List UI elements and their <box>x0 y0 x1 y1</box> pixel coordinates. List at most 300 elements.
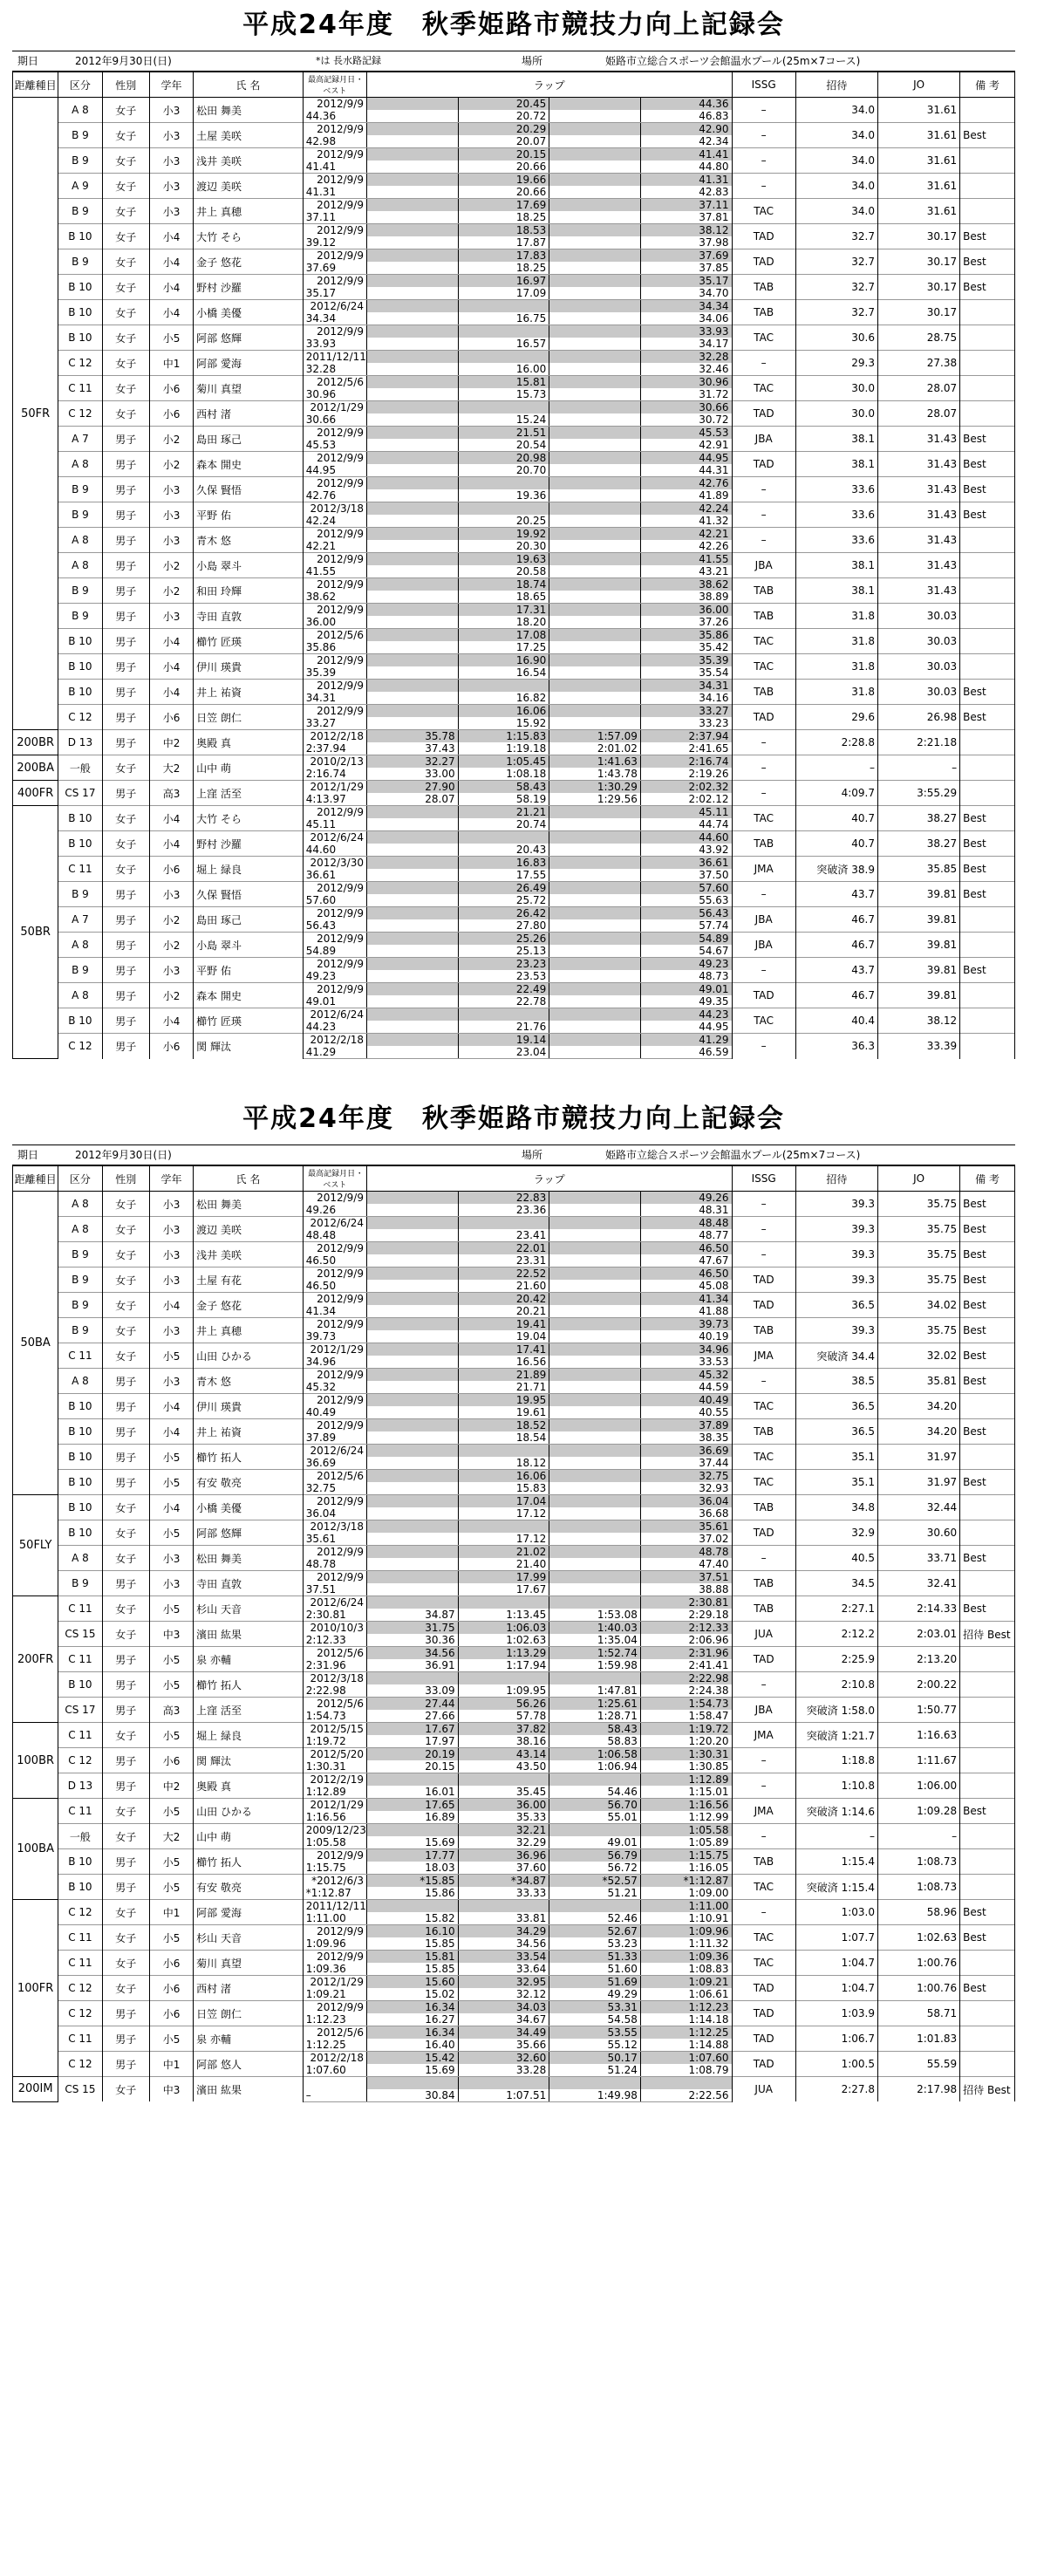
jo-standard: 26.98 <box>877 705 959 730</box>
swimmer-category: B 9 <box>58 578 102 604</box>
best-time: 35.61 <box>303 1533 366 1546</box>
lap-time: 2:24.38 <box>640 1684 732 1698</box>
swimmer-category: A 8 <box>58 1217 102 1242</box>
swimmer-grade: 小3 <box>149 882 193 907</box>
lap-time: 44.60 <box>640 831 732 844</box>
lap-cell <box>366 1381 458 1394</box>
record-row <box>13 427 1015 440</box>
lap-cell <box>366 452 458 465</box>
swimmer-grade: 中3 <box>149 1622 193 1647</box>
lap-cell <box>549 224 641 237</box>
jo-standard: 2:14.33 <box>877 1596 959 1622</box>
lap-time: 33.09 <box>366 1684 458 1698</box>
place-label: 場所 <box>522 55 543 67</box>
swimmer-sex: 女子 <box>102 1546 149 1571</box>
swimmer-sex: 男子 <box>102 2052 149 2077</box>
lap-time: 34.06 <box>640 312 732 325</box>
record-row <box>13 1242 1015 1255</box>
record-row <box>13 553 1015 566</box>
swimmer-grade: 小4 <box>149 1293 193 1318</box>
swimmer-category: A 8 <box>58 1192 102 1217</box>
invitation-standard: 1:15.4 <box>795 1849 877 1875</box>
lap-cell <box>549 1546 641 1559</box>
meet-date: 2012年9月30日(日) <box>75 55 172 67</box>
remarks <box>960 351 1015 376</box>
lap-cell <box>366 1280 458 1293</box>
swimmer-category: A 7 <box>58 427 102 452</box>
lap-time: 17.99 <box>458 1571 549 1584</box>
lap-cell <box>366 515 458 528</box>
lap-time: 51.24 <box>549 2064 641 2077</box>
jo-standard: 1:50.77 <box>877 1698 959 1723</box>
lap-time <box>549 1900 641 1913</box>
swimmer-grade: 小2 <box>149 933 193 958</box>
swimmer-name: 松田 舞美 <box>194 1546 304 1571</box>
best-date: 2012/9/9 <box>303 1293 366 1306</box>
lap-time: 58.43 <box>458 781 549 794</box>
lap-cell <box>366 1583 458 1596</box>
lap-cell <box>549 705 641 718</box>
swimmer-category: C 12 <box>58 1034 102 1059</box>
lap-cell <box>549 1394 641 1407</box>
lap-time: 41.31 <box>640 174 732 187</box>
jo-standard: 31.61 <box>877 123 959 148</box>
swimmer-name: 濱田 紘果 <box>194 2077 304 2102</box>
swimmer-category: C 12 <box>58 351 102 376</box>
lap-time: 15.69 <box>366 2064 458 2077</box>
lap-cell <box>366 1431 458 1445</box>
issg-code: TAC <box>732 1951 795 1976</box>
record-row <box>13 325 1015 338</box>
best-date: 2012/3/18 <box>303 1520 366 1534</box>
best-time: 1:15.75 <box>303 1862 366 1875</box>
lap-time: 20.66 <box>458 186 549 199</box>
best-time: *1:12.87 <box>303 1887 366 1900</box>
best-time: 57.60 <box>303 894 366 907</box>
lap-cell <box>549 933 641 946</box>
swimmer-sex: 女子 <box>102 351 149 376</box>
issg-code: – <box>732 1369 795 1394</box>
best-date: 2012/9/9 <box>303 1318 366 1331</box>
record-row <box>13 174 1015 187</box>
lap-time: 56.79 <box>549 1849 641 1862</box>
lap-time: 33.27 <box>640 705 732 718</box>
swimmer-name: 櫛竹 拓人 <box>194 1849 304 1875</box>
swimmer-category: B 10 <box>58 1008 102 1034</box>
swimmer-grade: 小5 <box>149 1925 193 1951</box>
lap-time: 17.09 <box>458 287 549 300</box>
jo-standard: – <box>877 755 959 781</box>
lap-cell <box>366 401 458 414</box>
issg-code: JUA <box>732 1622 795 1647</box>
invitation-standard: 40.7 <box>795 806 877 831</box>
header-row <box>13 72 1015 98</box>
jo-standard: 32.41 <box>877 1571 959 1596</box>
lap-time: 43.92 <box>640 844 732 857</box>
lap-time: 1:08.83 <box>640 1963 732 1976</box>
lap-time: 16.40 <box>366 2039 458 2052</box>
swimmer-category: B 9 <box>58 882 102 907</box>
lap-time: 34.29 <box>458 1925 549 1938</box>
remarks <box>960 730 1015 755</box>
jo-standard: 35.75 <box>877 1318 959 1343</box>
lap-time: 31.72 <box>640 388 732 401</box>
lap-cell <box>549 1008 641 1022</box>
lap-cell <box>549 919 641 933</box>
swimmer-sex: 男子 <box>102 882 149 907</box>
record-row <box>13 1799 1015 1812</box>
lap-time: 26.49 <box>458 882 549 895</box>
lap-cell <box>366 1318 458 1331</box>
lap-time <box>458 401 549 414</box>
lap-time: 18.25 <box>458 211 549 224</box>
issg-code: – <box>732 174 795 199</box>
best-date: 2012/5/6 <box>303 1470 366 1483</box>
lap-time: 50.17 <box>549 2052 641 2065</box>
lap-time: 43.50 <box>458 1760 549 1773</box>
best-time: 39.12 <box>303 236 366 249</box>
jo-standard: 31.43 <box>877 502 959 528</box>
issg-code: – <box>732 958 795 983</box>
remarks <box>960 98 1015 123</box>
lap-cell <box>366 1204 458 1217</box>
swimmer-sex: 男子 <box>102 654 149 680</box>
invitation-standard: 46.7 <box>795 983 877 1008</box>
swimmer-category: B 9 <box>58 1318 102 1343</box>
lap-time: 17.55 <box>458 869 549 882</box>
swimmer-name: 井上 祐資 <box>194 1419 304 1445</box>
lap-time: 21.51 <box>458 427 549 440</box>
lap-cell <box>366 287 458 300</box>
swimmer-name: 久保 賢悟 <box>194 477 304 502</box>
lap-time: 19.63 <box>458 553 549 566</box>
best-date: 2012/1/29 <box>303 1799 366 1812</box>
lap-cell <box>549 591 641 604</box>
lap-time: 27.66 <box>366 1710 458 1723</box>
lap-cell <box>366 553 458 566</box>
swimmer-grade: 中1 <box>149 1900 193 1925</box>
best-date: 2012/6/24 <box>303 1217 366 1230</box>
lap-cell <box>549 1431 641 1445</box>
best-date: 2012/1/29 <box>303 781 366 794</box>
invitation-standard: 33.6 <box>795 502 877 528</box>
lap-time: 56.43 <box>640 907 732 920</box>
swimmer-sex: 男子 <box>102 730 149 755</box>
swimmer-grade: 小4 <box>149 1008 193 1034</box>
lap-time: 1:30.31 <box>640 1748 732 1761</box>
remarks <box>960 376 1015 401</box>
lap-time: 2:16.74 <box>640 755 732 769</box>
record-sheet <box>12 1094 1015 2102</box>
lap-time: 41.41 <box>640 148 732 161</box>
best-date: 2012/6/24 <box>303 831 366 844</box>
swimmer-name: 阿部 悠輝 <box>194 1520 304 1546</box>
swimmer-category: C 11 <box>58 1596 102 1622</box>
swimmer-grade: 小6 <box>149 1034 193 1059</box>
jo-standard: 35.75 <box>877 1268 959 1293</box>
invitation-standard: 2:25.9 <box>795 1647 877 1672</box>
swimmer-grade: 小2 <box>149 907 193 933</box>
lap-time: 27.90 <box>366 781 458 794</box>
jo-standard: 2:03.01 <box>877 1622 959 1647</box>
jo-standard: 27.38 <box>877 351 959 376</box>
swimmer-grade: 中2 <box>149 1773 193 1799</box>
lap-time: 49.26 <box>640 1192 732 1205</box>
best-time: 44.95 <box>303 464 366 477</box>
record-row <box>13 1647 1015 1660</box>
lap-cell <box>366 110 458 123</box>
swimmer-category: D 13 <box>58 1773 102 1799</box>
issg-code: TAD <box>732 249 795 275</box>
swimmer-name: 小橋 美優 <box>194 1495 304 1520</box>
swimmer-name: 山田 ひかる <box>194 1343 304 1369</box>
lap-cell <box>549 1533 641 1546</box>
lap-time: 16.97 <box>458 275 549 288</box>
swimmer-sex: 女子 <box>102 2077 149 2102</box>
lap-cell <box>549 262 641 275</box>
best-time: 35.86 <box>303 641 366 654</box>
lap-time: 34.56 <box>458 1937 549 1951</box>
remarks: Best <box>960 249 1015 275</box>
lap-cell <box>549 1406 641 1419</box>
lap-cell <box>549 464 641 477</box>
records-table <box>12 1165 1015 2102</box>
lap-time: 46.50 <box>640 1242 732 1255</box>
swimmer-grade: 小2 <box>149 553 193 578</box>
meet-place: 姫路市立総合スポーツ会館温水プール(25m×7コース) <box>605 55 861 67</box>
lap-time: 16.82 <box>458 692 549 705</box>
lap-cell <box>366 983 458 996</box>
swimmer-category: B 10 <box>58 224 102 249</box>
lap-cell <box>549 515 641 528</box>
swimmer-name: 櫛竹 匠瑛 <box>194 629 304 654</box>
swimmer-grade: 小4 <box>149 1495 193 1520</box>
best-date <box>303 2077 366 2089</box>
lap-time: 38.62 <box>640 578 732 591</box>
event-name: 100FR <box>13 1900 58 2077</box>
record-row <box>13 199 1015 212</box>
swimmer-grade: 小5 <box>149 1647 193 1672</box>
best-time: 46.50 <box>303 1280 366 1293</box>
best-time: 49.01 <box>303 995 366 1008</box>
lap-time: 44.31 <box>640 464 732 477</box>
issg-code: JMA <box>732 1799 795 1824</box>
lap-time: 25.72 <box>458 894 549 907</box>
jo-standard: 31.43 <box>877 578 959 604</box>
column-header: 学年 <box>149 1166 193 1192</box>
jo-standard: 31.43 <box>877 452 959 477</box>
jo-standard: 34.20 <box>877 1394 959 1419</box>
lap-time: 1:15.01 <box>640 1786 732 1799</box>
jo-standard: 30.17 <box>877 224 959 249</box>
best-time: 39.73 <box>303 1330 366 1343</box>
swimmer-sex: 男子 <box>102 1773 149 1799</box>
event-name: 100BR <box>13 1723 58 1799</box>
lap-cell <box>366 439 458 452</box>
record-row <box>13 1520 1015 1534</box>
lap-cell <box>366 464 458 477</box>
swimmer-grade: 小3 <box>149 1546 193 1571</box>
lap-cell <box>549 958 641 971</box>
record-row <box>13 1976 1015 1989</box>
lap-time: 20.07 <box>458 135 549 148</box>
lap-cell <box>366 388 458 401</box>
lap-time: 34.17 <box>640 338 732 351</box>
lap-cell <box>366 1343 458 1356</box>
issg-code: TAD <box>732 2052 795 2077</box>
lap-cell <box>366 1034 458 1047</box>
best-time: – <box>303 2089 366 2102</box>
swimmer-grade: 小4 <box>149 654 193 680</box>
swimmer-sex: 女子 <box>102 1242 149 1268</box>
issg-code: – <box>732 148 795 174</box>
lap-time: *34.87 <box>458 1875 549 1888</box>
best-date: 2012/5/15 <box>303 1723 366 1736</box>
swimmer-sex: 女子 <box>102 1799 149 1824</box>
remarks <box>960 300 1015 325</box>
record-row <box>13 1192 1015 1205</box>
remarks: Best <box>960 1470 1015 1495</box>
lap-time: 25.13 <box>458 945 549 958</box>
swimmer-category: B 10 <box>58 1419 102 1445</box>
lap-cell <box>549 692 641 705</box>
issg-code: TAB <box>732 300 795 325</box>
swimmer-grade: 小5 <box>149 2026 193 2052</box>
swimmer-grade: 小4 <box>149 806 193 831</box>
lap-time: 57.60 <box>640 882 732 895</box>
remarks <box>960 1698 1015 1723</box>
best-date: 2012/9/9 <box>303 2001 366 2014</box>
record-row <box>13 401 1015 414</box>
issg-code: TAD <box>732 224 795 249</box>
swimmer-grade: 中1 <box>149 2052 193 2077</box>
lap-time: 20.30 <box>458 540 549 553</box>
lap-time: 35.17 <box>640 275 732 288</box>
jo-standard: 31.97 <box>877 1470 959 1495</box>
lap-time: 35.78 <box>366 730 458 743</box>
swimmer-name: 井上 祐資 <box>194 680 304 705</box>
lap-time: 32.29 <box>458 1836 549 1849</box>
lap-time: 55.12 <box>549 2039 641 2052</box>
best-time: 56.43 <box>303 919 366 933</box>
record-row <box>13 831 1015 844</box>
issg-code: TAC <box>732 199 795 224</box>
event-name: 50BR <box>13 806 58 1059</box>
lap-time: 32.75 <box>640 1470 732 1483</box>
issg-code: TAD <box>732 1520 795 1546</box>
lap-time <box>366 1773 458 1787</box>
invitation-standard: 31.8 <box>795 654 877 680</box>
remarks <box>960 629 1015 654</box>
best-time: 54.89 <box>303 945 366 958</box>
column-header: 区分 <box>58 1166 102 1192</box>
swimmer-grade: 小6 <box>149 857 193 882</box>
issg-code: – <box>732 1824 795 1849</box>
invitation-standard: 32.9 <box>795 1520 877 1546</box>
lap-cell <box>366 1546 458 1559</box>
best-date: 2011/12/11 <box>303 1900 366 1913</box>
lap-time: 34.31 <box>640 680 732 693</box>
lap-time: 17.67 <box>458 1583 549 1596</box>
lap-time: 20.29 <box>458 123 549 136</box>
remarks <box>960 578 1015 604</box>
lap-time: 41.34 <box>640 1293 732 1306</box>
lap-time: 43.21 <box>640 565 732 578</box>
lap-time: 1:08.18 <box>458 768 549 781</box>
remarks: Best <box>960 477 1015 502</box>
lap-cell <box>549 553 641 566</box>
swimmer-category: B 10 <box>58 806 102 831</box>
issg-code: TAD <box>732 2026 795 2052</box>
lap-cell <box>366 540 458 553</box>
lap-time: 21.02 <box>458 1546 549 1559</box>
lap-time: 2:31.96 <box>640 1647 732 1660</box>
record-row <box>13 1596 1015 1609</box>
remarks: Best <box>960 882 1015 907</box>
lap-time: 21.21 <box>458 806 549 819</box>
lap-time: 44.59 <box>640 1381 732 1394</box>
column-header: ラップ <box>366 1166 732 1192</box>
remarks: Best <box>960 1268 1015 1293</box>
jo-standard: 3:55.29 <box>877 781 959 806</box>
swimmer-name: 野村 沙羅 <box>194 275 304 300</box>
lap-time: 18.54 <box>458 1431 549 1445</box>
record-row <box>13 1445 1015 1458</box>
lap-cell <box>549 1254 641 1268</box>
lap-cell <box>366 1254 458 1268</box>
best-date: 2012/9/9 <box>303 1419 366 1432</box>
swimmer-name: 井上 真穂 <box>194 199 304 224</box>
invitation-standard: 1:18.8 <box>795 1748 877 1773</box>
lap-time: 15.73 <box>458 388 549 401</box>
best-time: 37.69 <box>303 262 366 275</box>
lap-time: 15.85 <box>366 1937 458 1951</box>
lap-cell <box>549 1356 641 1369</box>
swimmer-sex: 女子 <box>102 1596 149 1622</box>
remarks <box>960 1520 1015 1546</box>
lap-cell <box>549 1457 641 1470</box>
swimmer-grade: 小5 <box>149 1849 193 1875</box>
lap-cell <box>366 1533 458 1546</box>
lap-time: 42.26 <box>640 540 732 553</box>
column-header: 距離種目 <box>13 72 58 98</box>
lap-time: 36.00 <box>640 604 732 617</box>
best-date: 2012/9/9 <box>303 1268 366 1281</box>
lap-time: 1:02.63 <box>458 1634 549 1647</box>
swimmer-name: 阿部 愛海 <box>194 351 304 376</box>
lap-cell <box>549 325 641 338</box>
swimmer-category: A 8 <box>58 98 102 123</box>
lap-time: 51.69 <box>549 1976 641 1989</box>
remarks <box>960 604 1015 629</box>
lap-time: 44.80 <box>640 161 732 174</box>
swimmer-category: B 10 <box>58 275 102 300</box>
lap-time: 1:09.21 <box>640 1976 732 1989</box>
invitation-standard: 39.3 <box>795 1242 877 1268</box>
lap-time <box>458 1445 549 1458</box>
lap-time: 37.50 <box>640 869 732 882</box>
lap-time: 48.48 <box>640 1217 732 1230</box>
lap-cell <box>366 869 458 882</box>
invitation-standard: 1:03.0 <box>795 1900 877 1925</box>
remarks: Best <box>960 831 1015 857</box>
lap-time: 16.06 <box>458 1470 549 1483</box>
swimmer-grade: 小2 <box>149 427 193 452</box>
swimmer-sex: 男子 <box>102 983 149 1008</box>
swimmer-grade: 大2 <box>149 755 193 781</box>
record-row <box>13 578 1015 591</box>
swimmer-category: A 8 <box>58 983 102 1008</box>
